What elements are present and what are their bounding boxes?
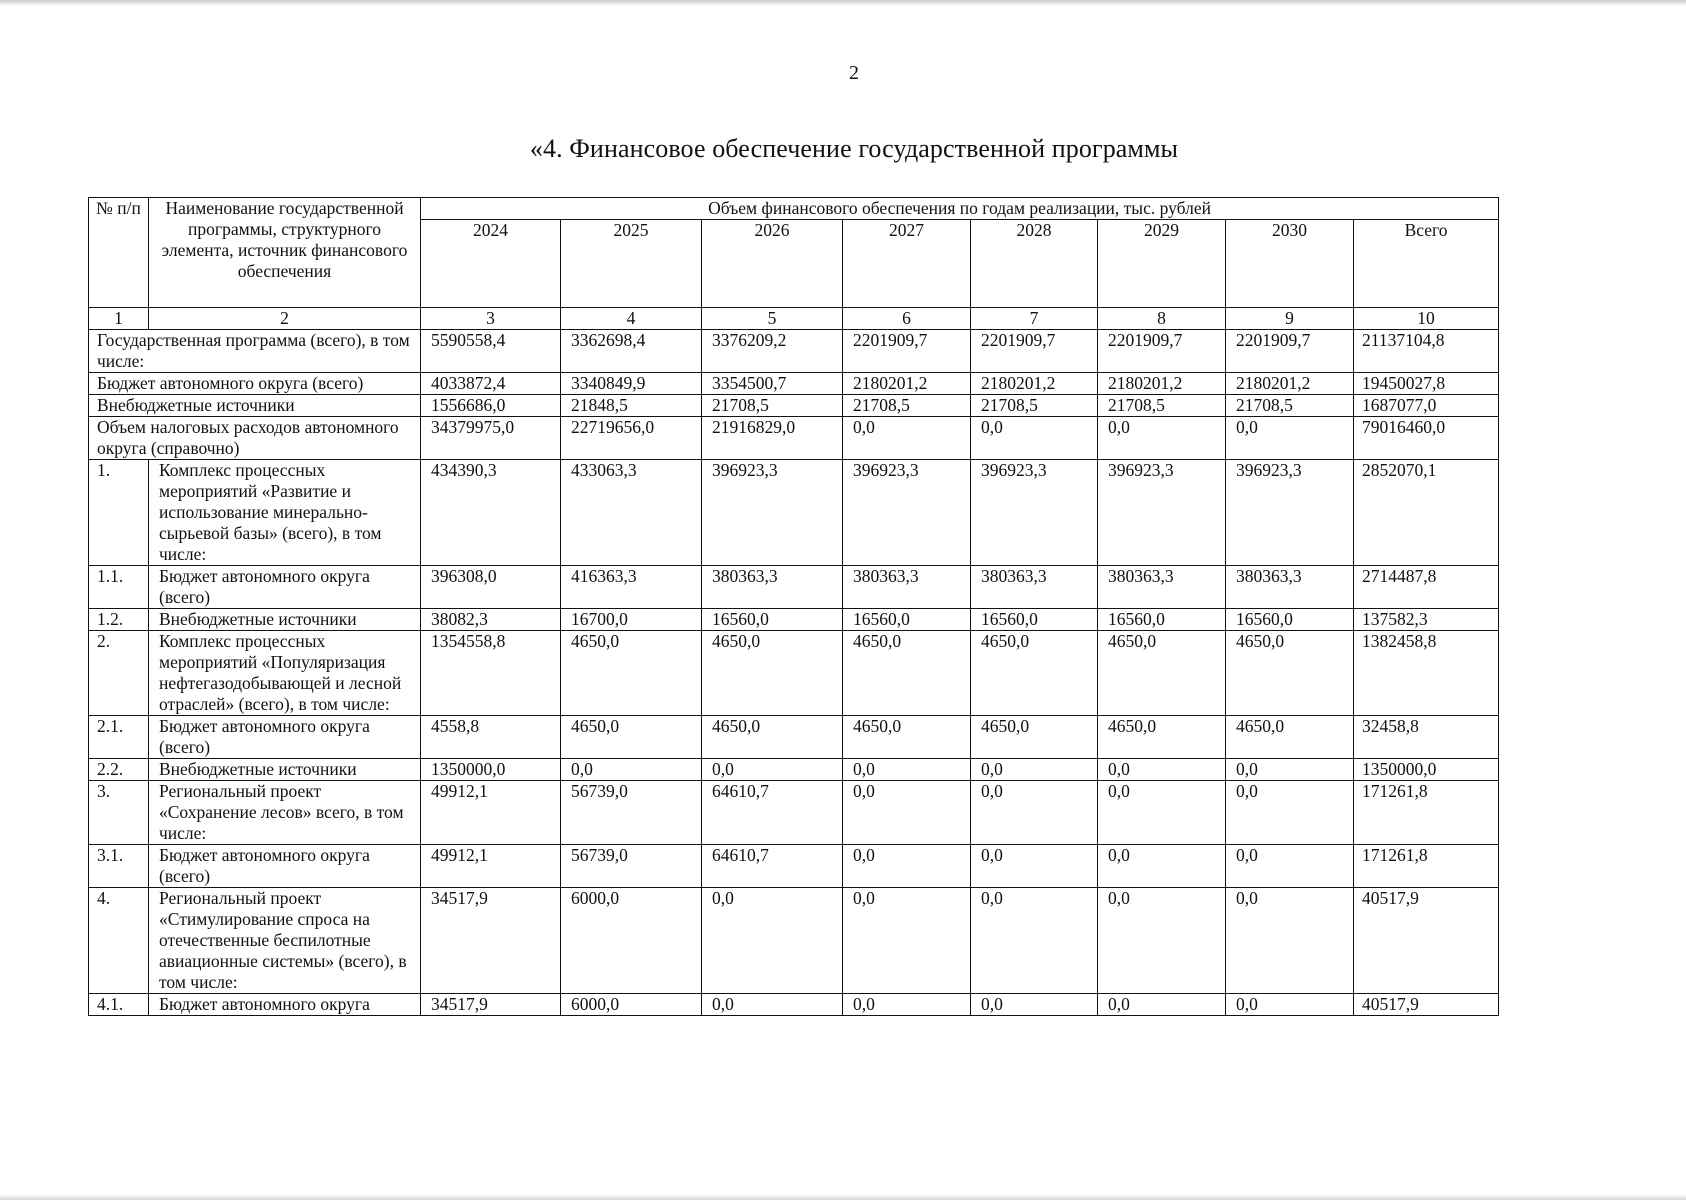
header-num-col: № п/п [89,198,149,308]
row-value: 64610,7 [702,781,843,845]
row-value: 1556686,0 [421,395,561,417]
row-number: 1. [89,460,149,566]
row-total: 1382458,8 [1354,631,1499,716]
row-value: 396923,3 [1226,460,1354,566]
row-value: 0,0 [971,845,1098,888]
row-value: 21708,5 [1098,395,1226,417]
scan-edge-top [0,0,1686,6]
row-value: 0,0 [1226,759,1354,781]
row-value: 4650,0 [1226,631,1354,716]
row-value: 4650,0 [843,631,971,716]
table-row [89,373,1499,395]
row-total: 2714487,8 [1354,566,1499,609]
row-value: 6000,0 [561,994,702,1016]
row-value: 16560,0 [843,609,971,631]
row-value: 4558,8 [421,716,561,759]
row-value: 0,0 [561,759,702,781]
row-name: Объем налоговых расходов автономного округа (справочно) [89,417,421,460]
row-value: 2201909,7 [843,330,971,373]
column-number: 5 [702,308,843,330]
table-row [89,716,1499,759]
row-value: 0,0 [971,994,1098,1016]
row-value: 2180201,2 [843,373,971,395]
scan-edge-bottom [0,1194,1686,1200]
row-value: 2201909,7 [1098,330,1226,373]
row-value: 1350000,0 [421,759,561,781]
header-year: 2026 [702,220,843,308]
row-value: 3354500,7 [702,373,843,395]
row-total: 40517,9 [1354,888,1499,994]
table-row [89,460,1499,566]
page-number: 2 [849,62,859,84]
row-value: 0,0 [843,781,971,845]
header-year: 2028 [971,220,1098,308]
row-name: Бюджет автономного округа (всего) [149,845,421,888]
table-row [89,566,1499,609]
row-value: 4650,0 [971,631,1098,716]
row-value: 396923,3 [702,460,843,566]
header-row-group [89,198,1499,220]
row-value: 4650,0 [843,716,971,759]
row-name: Внебюджетные источники [89,395,421,417]
row-value: 4650,0 [561,716,702,759]
table-row [89,330,1499,373]
row-value: 4650,0 [1098,716,1226,759]
row-value: 16560,0 [971,609,1098,631]
row-number: 2. [89,631,149,716]
row-value: 0,0 [971,417,1098,460]
column-number: 9 [1226,308,1354,330]
row-number: 1.2. [89,609,149,631]
row-name: Комплекс процессных мероприятий «Развитие и использование минерально-сырьевой базы» (всего), в том числе: [149,460,421,566]
row-total: 21137104,8 [1354,330,1499,373]
row-value: 0,0 [1098,417,1226,460]
row-value: 2180201,2 [1098,373,1226,395]
row-value: 396923,3 [1098,460,1226,566]
header-year: 2030 [1226,220,1354,308]
header-year: 2025 [561,220,702,308]
row-value: 0,0 [1098,888,1226,994]
header-year: 2029 [1098,220,1226,308]
row-value: 380363,3 [843,566,971,609]
row-value: 0,0 [971,888,1098,994]
row-value: 433063,3 [561,460,702,566]
column-number: 2 [149,308,421,330]
row-value: 396923,3 [971,460,1098,566]
row-name: Внебюджетные источники [149,759,421,781]
header-name-col: Наименование государственной программы, структурного элемента, источник финансового обеспечения [149,198,421,308]
row-name: Региональный проект «Стимулирование спроса на отечественные беспилотные авиационные системы» (всего), в том числе: [149,888,421,994]
row-value: 0,0 [971,759,1098,781]
row-total: 2852070,1 [1354,460,1499,566]
header-total: Всего [1354,220,1499,308]
row-value: 0,0 [1226,417,1354,460]
row-total: 171261,8 [1354,845,1499,888]
row-value: 21708,5 [1226,395,1354,417]
row-value: 4650,0 [1098,631,1226,716]
column-number: 7 [971,308,1098,330]
row-value: 49912,1 [421,781,561,845]
row-total: 171261,8 [1354,781,1499,845]
column-number: 10 [1354,308,1499,330]
row-value: 4650,0 [702,631,843,716]
row-total: 137582,3 [1354,609,1499,631]
table-row [89,631,1499,716]
row-value: 16560,0 [702,609,843,631]
row-value: 5590558,4 [421,330,561,373]
row-value: 49912,1 [421,845,561,888]
table-row [89,888,1499,994]
row-value: 396308,0 [421,566,561,609]
row-value: 0,0 [1226,845,1354,888]
row-value: 4650,0 [971,716,1098,759]
column-number: 1 [89,308,149,330]
column-number: 3 [421,308,561,330]
row-value: 21708,5 [702,395,843,417]
row-name: Внебюджетные источники [149,609,421,631]
row-value: 0,0 [1226,781,1354,845]
row-number: 3. [89,781,149,845]
row-number: 2.2. [89,759,149,781]
row-value: 0,0 [702,888,843,994]
row-value: 4650,0 [561,631,702,716]
row-value: 16560,0 [1098,609,1226,631]
row-value: 56739,0 [561,845,702,888]
row-value: 3340849,9 [561,373,702,395]
row-name: Государственная программа (всего), в том числе: [89,330,421,373]
row-value: 0,0 [1098,845,1226,888]
row-value: 2180201,2 [1226,373,1354,395]
row-value: 38082,3 [421,609,561,631]
row-name: Бюджет автономного округа [149,994,421,1016]
row-value: 380363,3 [1226,566,1354,609]
row-value: 2201909,7 [971,330,1098,373]
row-value: 0,0 [1098,781,1226,845]
row-value: 21848,5 [561,395,702,417]
table-row [89,994,1499,1016]
row-name: Бюджет автономного округа (всего) [149,566,421,609]
row-value: 0,0 [843,759,971,781]
row-value: 0,0 [843,417,971,460]
row-value: 34517,9 [421,994,561,1016]
row-total: 1350000,0 [1354,759,1499,781]
row-value: 4650,0 [702,716,843,759]
row-value: 3362698,4 [561,330,702,373]
financing-table [88,197,1499,1016]
row-name: Бюджет автономного округа (всего) [89,373,421,395]
row-name: Региональный проект «Сохранение лесов» всего, в том числе: [149,781,421,845]
row-value: 21708,5 [971,395,1098,417]
row-value: 380363,3 [971,566,1098,609]
row-value: 6000,0 [561,888,702,994]
column-number: 4 [561,308,702,330]
row-name: Бюджет автономного округа (всего) [149,716,421,759]
row-value: 2201909,7 [1226,330,1354,373]
row-value: 0,0 [1098,759,1226,781]
row-value: 22719656,0 [561,417,702,460]
row-number: 3.1. [89,845,149,888]
row-value: 0,0 [843,888,971,994]
row-value: 2180201,2 [971,373,1098,395]
row-value: 0,0 [843,845,971,888]
row-total: 19450027,8 [1354,373,1499,395]
document-title: «4. Финансовое обеспечение государственной программы [529,134,1179,163]
row-value: 0,0 [843,994,971,1016]
row-value: 396923,3 [843,460,971,566]
table-row [89,417,1499,460]
row-value: 16560,0 [1226,609,1354,631]
table-row [89,759,1499,781]
row-name: Комплекс процессных мероприятий «Популяризация нефтегазодобывающей и лесной отраслей» (всего), в том числе: [149,631,421,716]
column-number: 8 [1098,308,1226,330]
row-number: 2.1. [89,716,149,759]
row-value: 0,0 [1098,994,1226,1016]
header-year: 2027 [843,220,971,308]
row-value: 416363,3 [561,566,702,609]
header-row-column-numbers [89,308,1499,330]
row-value: 21708,5 [843,395,971,417]
header-volume-group: Объем финансового обеспечения по годам реализации, тыс. рублей [421,198,1499,220]
row-value: 16700,0 [561,609,702,631]
row-value: 56739,0 [561,781,702,845]
row-value: 0,0 [1226,888,1354,994]
row-value: 3376209,2 [702,330,843,373]
row-value: 4650,0 [1226,716,1354,759]
table-row [89,845,1499,888]
row-value: 34517,9 [421,888,561,994]
row-number: 1.1. [89,566,149,609]
row-value: 0,0 [971,781,1098,845]
table-row [89,395,1499,417]
row-total: 1687077,0 [1354,395,1499,417]
table-row [89,781,1499,845]
row-total: 79016460,0 [1354,417,1499,460]
header-year: 2024 [421,220,561,308]
row-value: 1354558,8 [421,631,561,716]
row-value: 21916829,0 [702,417,843,460]
row-value: 380363,3 [1098,566,1226,609]
row-number: 4.1. [89,994,149,1016]
row-value: 0,0 [1226,994,1354,1016]
column-number: 6 [843,308,971,330]
row-value: 434390,3 [421,460,561,566]
row-total: 40517,9 [1354,994,1499,1016]
row-value: 0,0 [702,994,843,1016]
table-row [89,609,1499,631]
row-value: 4033872,4 [421,373,561,395]
row-value: 64610,7 [702,845,843,888]
row-total: 32458,8 [1354,716,1499,759]
row-value: 34379975,0 [421,417,561,460]
row-value: 0,0 [702,759,843,781]
row-number: 4. [89,888,149,994]
row-value: 380363,3 [702,566,843,609]
